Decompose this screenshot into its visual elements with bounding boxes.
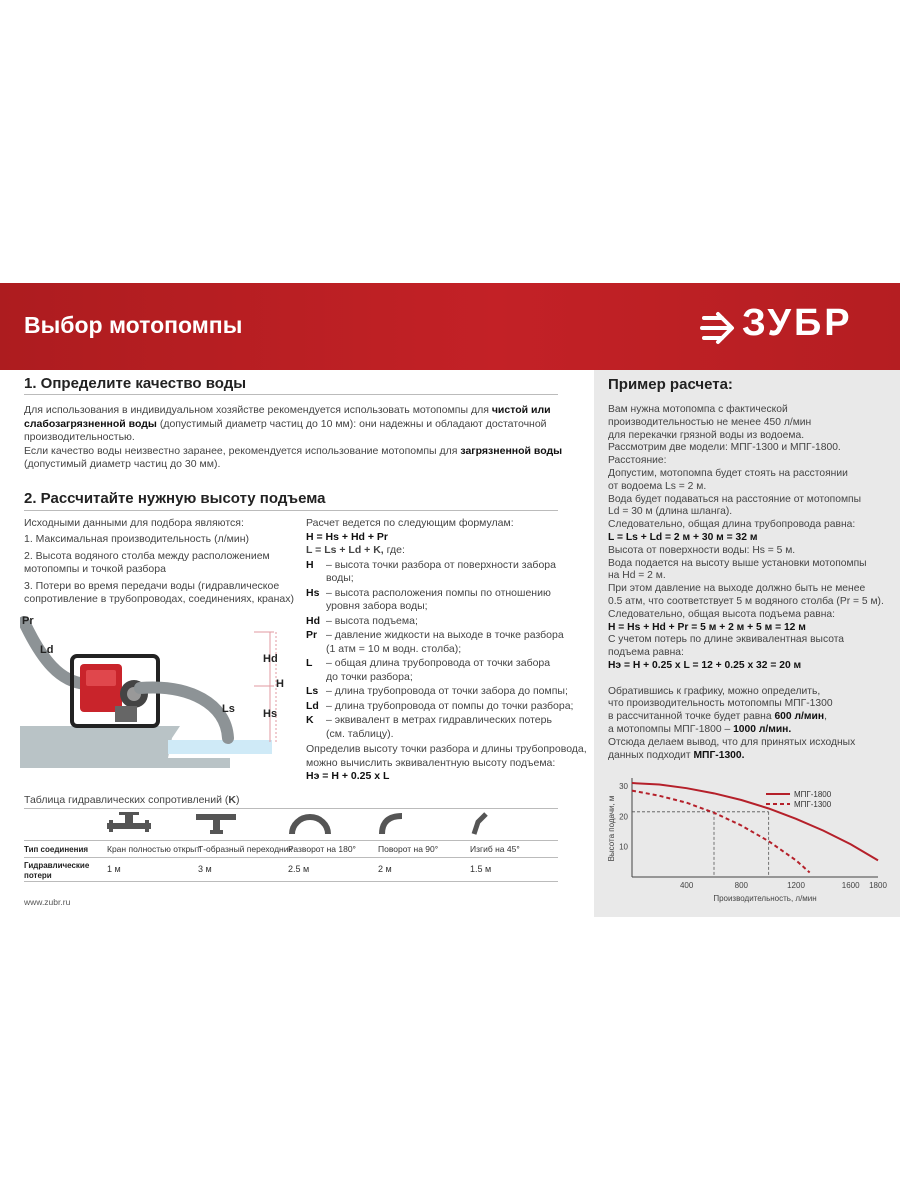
definition-row	[306, 615, 576, 629]
table-column-name: Поворот на 90°	[378, 844, 439, 854]
text-line	[24, 445, 564, 459]
example-part: Обратившись к графику, можно определить,	[608, 685, 821, 697]
definition-term: K	[306, 714, 314, 726]
example-part: С учетом потерь по длине эквивалентная высота	[608, 634, 845, 646]
text-part: Для использования в индивидуальном хозяйстве рекомендуется использовать мотопомпы для	[24, 404, 492, 416]
table-loss-value: 2 м	[378, 864, 392, 874]
formula-l: L = Ls + Ld + K,	[306, 544, 384, 556]
example-line	[608, 724, 888, 737]
formula-he: Нэ = H + 0.25 x L	[306, 770, 390, 782]
text-line	[24, 431, 564, 445]
text-part: производительностью.	[24, 431, 135, 443]
brand-name: ЗУБР	[742, 302, 853, 344]
example-line	[608, 647, 888, 660]
example-line	[608, 596, 888, 609]
definition-text: – давление жидкости на выходе в точке разбора (1 атм = 10 м водн. столба);	[326, 629, 564, 655]
section1-title: 1. Определите качество воды	[24, 375, 247, 392]
example-part: Вам нужна мотопомпа с фактической	[608, 404, 788, 415]
x-tick-label: 1600	[841, 881, 860, 890]
example-part: H = Hs + Hd + Pr = 5 м + 2 м + 5 м = 12 м	[608, 621, 806, 633]
example-line	[608, 660, 888, 673]
table-title-end: )	[235, 794, 240, 806]
example-line	[608, 711, 888, 724]
formula-definitions	[306, 559, 576, 742]
table-rule-1	[24, 840, 558, 841]
label-h: H	[276, 678, 284, 690]
example-part: Нэ = H + 0.25 x L = 12 + 0.25 x 32 = 20 м	[608, 659, 802, 671]
example-part: Вода будет подаваться на расстояние от мотопомпы	[608, 493, 862, 505]
definition-term: H	[306, 558, 314, 571]
bend-45-icon	[474, 814, 486, 834]
example-part: для перекачки грязной воды из водоема.	[608, 429, 805, 441]
example-part: Следовательно, общая длина трубопровода равна:	[608, 519, 856, 531]
dimension-lines	[254, 632, 276, 742]
valve-icon	[107, 812, 151, 832]
example-part: что производительность мотопомпы МПГ-1300	[608, 698, 833, 710]
example-line	[608, 545, 888, 558]
outro-line: Определив высоту точки разбора и длины трубопровода,	[306, 743, 587, 755]
definition-row	[306, 559, 576, 586]
label-ld: Ld	[40, 644, 54, 656]
formulas-block	[306, 517, 587, 784]
label-hs: Hs	[263, 708, 278, 720]
example-part: 0.5 атм, что соответствует 5 м водяного столба (Pr = 5 м).	[608, 595, 884, 607]
table-column-name: Т-образный переходник	[198, 844, 293, 854]
y-tick-label: 20	[619, 812, 628, 822]
table-loss-value: 2.5 м	[288, 864, 310, 874]
x-tick-label: 1800	[869, 881, 887, 890]
text-part: (допустимый диаметр частиц до 10 мм): они надежны и обладают достаточной	[156, 417, 547, 430]
definition-term: Ls	[306, 685, 319, 697]
example-line	[608, 750, 888, 763]
table-row2-header: Гидравлические потери	[24, 861, 90, 880]
example-part: в рассчитанной точке будет равна	[608, 711, 775, 723]
table-title	[24, 794, 239, 806]
table-column-name: Разворот на 180°	[288, 844, 356, 854]
example-part: Отсюда делаем вывод, что для принятых исходных	[608, 736, 856, 748]
example-part: МПГ-1300.	[693, 749, 745, 761]
x-tick-label: 800	[734, 881, 749, 890]
label-ls: Ls	[222, 703, 235, 715]
definition-row	[306, 685, 576, 699]
table-rule-2	[24, 857, 558, 858]
definition-term: Pr	[306, 629, 318, 641]
requirement-item: 1. Максимальная производительность (л/мин)	[24, 533, 249, 545]
table-title-k: K	[228, 794, 236, 806]
text-part: чистой или	[491, 404, 551, 416]
section2-divider	[24, 510, 558, 511]
example-line	[608, 673, 888, 686]
table-top-rule	[24, 808, 558, 809]
example-part: на Hd = 2 м.	[608, 570, 666, 582]
example-title: Пример расчета:	[608, 376, 733, 393]
section1-text	[24, 404, 564, 472]
table-loss-value: 1.5 м	[470, 864, 492, 874]
table-loss-value: 3 м	[198, 864, 212, 874]
example-text	[608, 404, 888, 762]
example-line	[608, 737, 888, 750]
text-line	[24, 404, 564, 418]
example-part: L = Ls + Ld = 2 м + 30 м = 32 м	[608, 531, 758, 543]
example-part: Расстояние:	[608, 455, 667, 467]
example-part: Рассмотрим две модели: МПГ-1300 и МПГ-1800.	[608, 442, 841, 454]
brand-arrow-icon	[702, 314, 732, 342]
example-part: Следовательно, общая высота подъема равна:	[608, 608, 835, 620]
example-line	[608, 404, 888, 417]
example-line	[608, 634, 888, 647]
definition-text: – высота расположения помпы по отношению уровня забора воды;	[326, 586, 551, 612]
bend-180-icon	[292, 817, 328, 834]
example-line	[608, 494, 888, 507]
x-tick-label: 400	[679, 881, 694, 890]
text-part: загрязненной воды	[460, 444, 563, 457]
y-tick-label: 10	[619, 842, 628, 852]
example-line	[608, 622, 888, 635]
definition-text: – длина трубопровода от помпы до точки разбора;	[326, 699, 574, 712]
formula-l-suffix: где:	[383, 544, 405, 556]
example-part: от водоема Ls = 2 м.	[608, 480, 707, 492]
example-part: а мотопомпы МПГ-1800 –	[608, 723, 734, 735]
performance-chart	[600, 772, 890, 904]
text-part: Если качество воды неизвестно заранее, рекомендуется использование мотопомпы для	[24, 444, 461, 457]
example-part: При этом давление на выходе должно быть не менее	[608, 583, 866, 595]
elbow-90-icon	[382, 816, 402, 834]
definition-row	[306, 629, 576, 656]
example-line	[608, 570, 888, 583]
example-line	[608, 481, 888, 494]
pump-diagram	[20, 612, 300, 772]
example-part: производительностью не менее 450 л/мин	[608, 416, 812, 428]
definition-row	[306, 657, 576, 684]
label-hd: Hd	[263, 653, 278, 665]
example-line	[608, 430, 888, 443]
text-line	[24, 458, 564, 472]
table-column-name: Изгиб на 45°	[470, 844, 520, 854]
section2-list	[24, 533, 294, 610]
table-row1-header: Тип соединения	[24, 845, 89, 854]
table-title-text: Таблица гидравлических сопротивлений (	[24, 794, 229, 806]
example-part: ,	[824, 711, 827, 723]
example-part: 1000 л/мин.	[733, 723, 792, 735]
text-part: (допустимый диаметр частиц до 30 мм).	[24, 458, 221, 470]
table-loss-value: 1 м	[107, 864, 121, 874]
example-part: Вода подается на высоту выше установки мотопомпы	[608, 557, 867, 569]
example-part: Ld = 30 м (длина шланга).	[608, 506, 733, 518]
example-part: 600 л/мин	[774, 711, 825, 723]
definition-row	[306, 587, 576, 614]
legend-label: МПГ-1800	[794, 790, 832, 799]
y-axis-label: Высота подачи, м	[607, 795, 616, 862]
definition-text: – эквивалент в метрах гидравлических потерь (см. таблицу).	[326, 714, 552, 740]
definition-row	[306, 714, 576, 741]
formula-h: H = Hs + Hd + Pr	[306, 530, 388, 543]
water	[168, 740, 272, 754]
requirement-item: 3. Потери во время передачи воды (гидравлическое сопротивление в трубопроводах, соединениях, кранах)	[24, 579, 295, 605]
legend-label: МПГ-1300	[794, 800, 832, 809]
example-line	[608, 468, 888, 481]
formulas-intro: Расчет ведется по следующим формулам:	[306, 517, 514, 529]
section2-title: 2. Рассчитайте нужную высоту подъема	[24, 490, 326, 507]
section1-divider	[24, 394, 558, 395]
section2-intro: Исходными данными для подбора являются:	[24, 517, 244, 529]
footer-url[interactable]: www.zubr.ru	[24, 897, 71, 907]
example-line	[608, 609, 888, 622]
tee-icon	[196, 814, 236, 834]
outlet-hose	[24, 622, 86, 684]
table-column-name: Кран полностью открыт	[107, 844, 201, 854]
example-line	[608, 532, 888, 545]
example-line	[608, 583, 888, 596]
series-line	[632, 791, 810, 873]
example-line	[608, 558, 888, 571]
outro-line: можно вычислить эквивалентную высоту подъема:	[306, 756, 556, 769]
example-line	[608, 442, 888, 455]
x-tick-label: 1200	[787, 881, 805, 890]
example-line	[608, 686, 888, 699]
example-line	[608, 698, 888, 711]
example-part: подъема равна:	[608, 647, 684, 659]
example-line	[608, 519, 888, 532]
definition-text: – длина трубопровода от точки забора до помпы;	[326, 685, 568, 697]
example-part: данных подходит	[608, 749, 694, 761]
label-pr: Pr	[22, 615, 34, 627]
text-part: слабозагрязненной воды	[24, 417, 157, 430]
series-line	[632, 783, 878, 860]
example-part: Высота от поверхности воды: Hs = 5 м.	[608, 544, 796, 556]
text-line	[24, 418, 564, 432]
example-line	[608, 455, 888, 468]
table-bottom-rule	[24, 881, 558, 882]
definition-term: Ld	[306, 699, 319, 712]
example-part: Допустим, мотопомпа будет стоять на расстоянии	[608, 467, 848, 479]
definition-term: Hd	[306, 614, 320, 627]
page-title: Выбор мотопомпы	[24, 312, 243, 338]
definition-term: L	[306, 657, 313, 669]
x-axis-label: Производительность, л/мин	[713, 894, 817, 903]
formula-outro	[306, 743, 587, 770]
table-icons-svg	[0, 810, 534, 840]
definition-text: – высота подъема;	[326, 614, 418, 627]
definition-text: – высота точки разбора от поверхности забора воды;	[326, 558, 556, 584]
definition-text: – общая длина трубопровода от точки забора до точки разбора;	[326, 657, 551, 683]
definition-term: Hs	[306, 586, 320, 599]
example-line	[608, 417, 888, 430]
requirement-item: 2. Высота водяного столба между расположением мотопомпы и точкой разбора	[24, 549, 270, 575]
example-line	[608, 506, 888, 519]
y-tick-label: 30	[619, 782, 628, 792]
definition-row	[306, 700, 576, 714]
